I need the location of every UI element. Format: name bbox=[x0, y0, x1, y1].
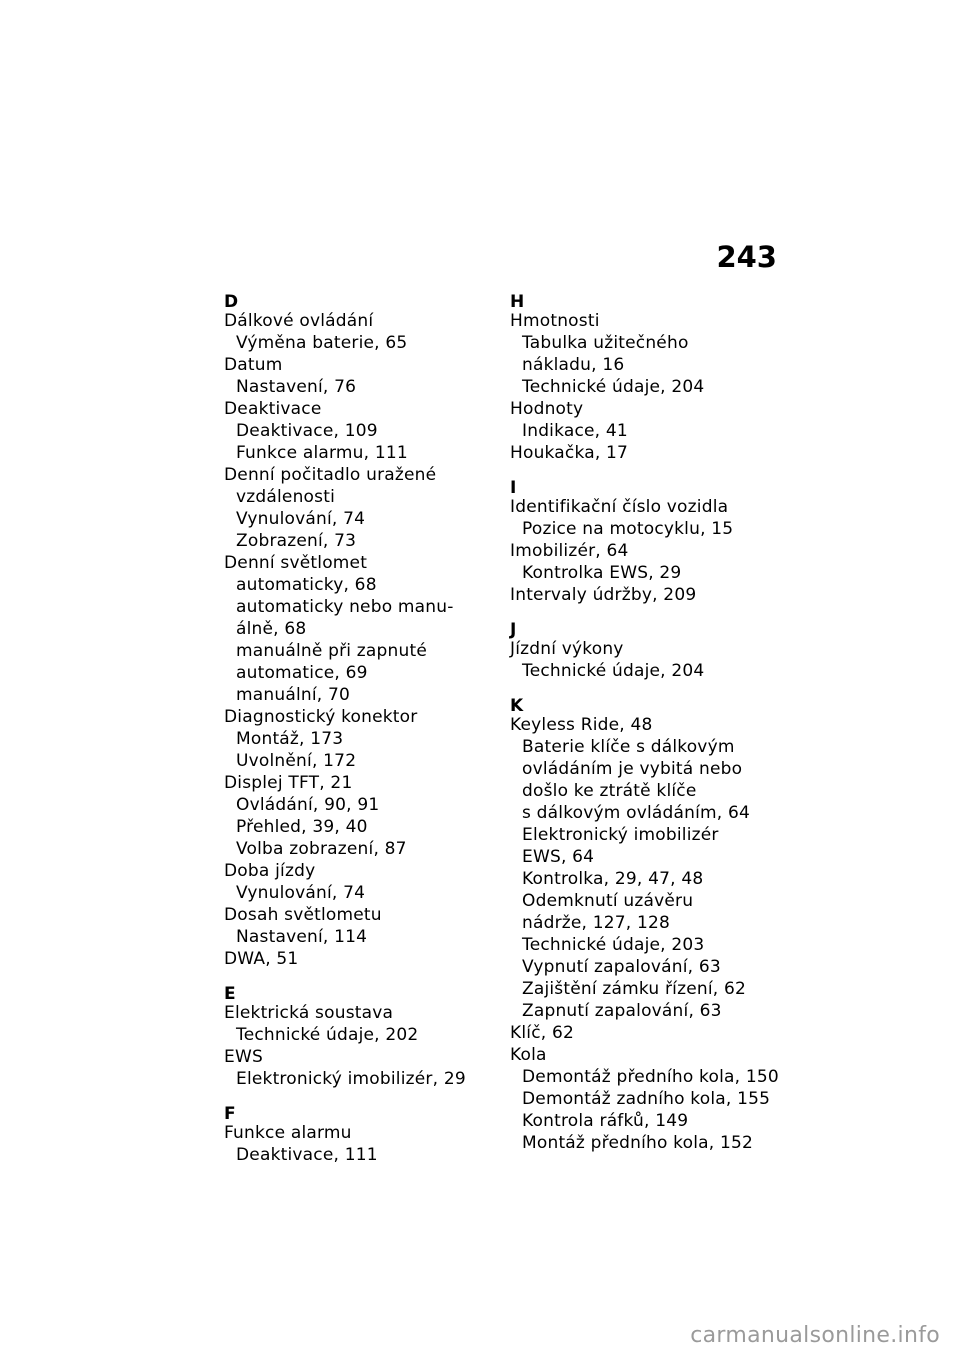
index-subentry: vzdálenosti bbox=[236, 487, 335, 507]
index-entry: Diagnostický konektor bbox=[224, 707, 418, 727]
index-subentry: álně, 68 bbox=[236, 619, 307, 639]
index-entry: Klíč, 62 bbox=[510, 1023, 574, 1043]
index-entry: Identifikační číslo vozidla bbox=[510, 497, 729, 517]
index-entry: Intervaly údržby, 209 bbox=[510, 585, 697, 605]
index-entry: Jízdní výkony bbox=[510, 639, 624, 659]
index-subentry: Nastavení, 114 bbox=[236, 927, 368, 947]
index-letter-heading: I bbox=[510, 478, 517, 498]
index-subentry: Kontrolka EWS, 29 bbox=[522, 563, 682, 583]
index-subentry: Baterie klíče s dálkovým bbox=[522, 737, 735, 757]
index-column-left bbox=[224, 293, 484, 1165]
index-subentry: Pozice na motocyklu, 15 bbox=[522, 519, 734, 539]
index-subentry: ovládáním je vybitá nebo bbox=[522, 759, 743, 779]
index-subentry: Nastavení, 76 bbox=[236, 377, 357, 397]
index-subentry: Elektronický imobilizér bbox=[522, 825, 719, 845]
index-subentry: došlo ke ztrátě klíče bbox=[522, 781, 697, 801]
index-subentry: automaticky nebo manu- bbox=[236, 597, 454, 617]
index-subentry: Demontáž zadního kola, 155 bbox=[522, 1089, 771, 1109]
index-subentry: nádrže, 127, 128 bbox=[522, 913, 671, 933]
index-subentry: Vynulování, 74 bbox=[236, 883, 366, 903]
index-subentry: Deaktivace, 111 bbox=[236, 1145, 378, 1165]
index-entry: Imobilizér, 64 bbox=[510, 541, 629, 561]
index-letter-heading: D bbox=[224, 292, 239, 312]
index-subentry: s dálkovým ovládáním, 64 bbox=[522, 803, 751, 823]
page-number: 243 bbox=[716, 240, 777, 274]
index-letter-heading: K bbox=[510, 696, 524, 716]
index-entry: Hmotnosti bbox=[510, 311, 600, 331]
index-subentry: Kontrolka, 29, 47, 48 bbox=[522, 869, 704, 889]
index-entry: Funkce alarmu bbox=[224, 1123, 352, 1143]
index-subentry: Kontrola ráfků, 149 bbox=[522, 1111, 689, 1131]
index-letter-heading: E bbox=[224, 984, 236, 1004]
index-column-right bbox=[510, 293, 780, 1153]
index-subentry: Tabulka užitečného bbox=[522, 333, 689, 353]
index-entry: Houkačka, 17 bbox=[510, 443, 629, 463]
index-subentry: Volba zobrazení, 87 bbox=[236, 839, 407, 859]
index-entry: Displej TFT, 21 bbox=[224, 773, 353, 793]
index-entry: DWA, 51 bbox=[224, 949, 299, 969]
index-subentry: nákladu, 16 bbox=[522, 355, 625, 375]
index-entry: EWS bbox=[224, 1047, 263, 1067]
index-entry: Elektrická soustava bbox=[224, 1003, 394, 1023]
index-subentry: Zapnutí zapalování, 63 bbox=[522, 1001, 722, 1021]
index-subentry: automaticky, 68 bbox=[236, 575, 377, 595]
index-subentry: Odemknutí uzávěru bbox=[522, 891, 694, 911]
index-subentry: Uvolnění, 172 bbox=[236, 751, 357, 771]
index-entry: Denní počitadlo uražené bbox=[224, 465, 437, 485]
index-subentry: Montáž předního kola, 152 bbox=[522, 1133, 754, 1153]
index-subentry: Technické údaje, 203 bbox=[522, 935, 705, 955]
index-entry: Dálkové ovládání bbox=[224, 311, 374, 331]
index-entry: Hodnoty bbox=[510, 399, 584, 419]
index-subentry: Technické údaje, 204 bbox=[522, 661, 705, 681]
index-subentry: Technické údaje, 204 bbox=[522, 377, 705, 397]
index-entry: Denní světlomet bbox=[224, 553, 368, 573]
index-subentry: Vypnutí zapalování, 63 bbox=[522, 957, 721, 977]
index-letter-heading: F bbox=[224, 1104, 236, 1124]
index-subentry: EWS, 64 bbox=[522, 847, 595, 867]
index-subentry: Indikace, 41 bbox=[522, 421, 628, 441]
index-subentry: Přehled, 39, 40 bbox=[236, 817, 368, 837]
index-letter-heading: H bbox=[510, 292, 525, 312]
index-subentry: Demontáž předního kola, 150 bbox=[522, 1067, 779, 1087]
index-subentry: manuálně při zapnuté bbox=[236, 641, 428, 661]
index-subentry: Technické údaje, 202 bbox=[236, 1025, 419, 1045]
index-subentry: automatice, 69 bbox=[236, 663, 368, 683]
index-entry: Datum bbox=[224, 355, 283, 375]
index-entry: Deaktivace bbox=[224, 399, 322, 419]
index-entry: Kola bbox=[510, 1045, 547, 1065]
index-entry: Dosah světlometu bbox=[224, 905, 382, 925]
index-subentry: Montáž, 173 bbox=[236, 729, 344, 749]
index-subentry: Zajištění zámku řízení, 62 bbox=[522, 979, 747, 999]
index-subentry: Vynulování, 74 bbox=[236, 509, 366, 529]
index-entry: Doba jízdy bbox=[224, 861, 316, 881]
index-subentry: Výměna baterie, 65 bbox=[236, 333, 408, 353]
index-subentry: Elektronický imobilizér, 29 bbox=[236, 1069, 466, 1089]
index-subentry: Deaktivace, 109 bbox=[236, 421, 378, 441]
index-letter-heading: J bbox=[510, 620, 517, 640]
watermark: carmanualsonline.info bbox=[690, 1323, 940, 1348]
index-entry: Keyless Ride, 48 bbox=[510, 715, 653, 735]
index-subentry: manuální, 70 bbox=[236, 685, 351, 705]
index-subentry: Funkce alarmu, 111 bbox=[236, 443, 408, 463]
index-subentry: Ovládání, 90, 91 bbox=[236, 795, 380, 815]
index-subentry: Zobrazení, 73 bbox=[236, 531, 357, 551]
